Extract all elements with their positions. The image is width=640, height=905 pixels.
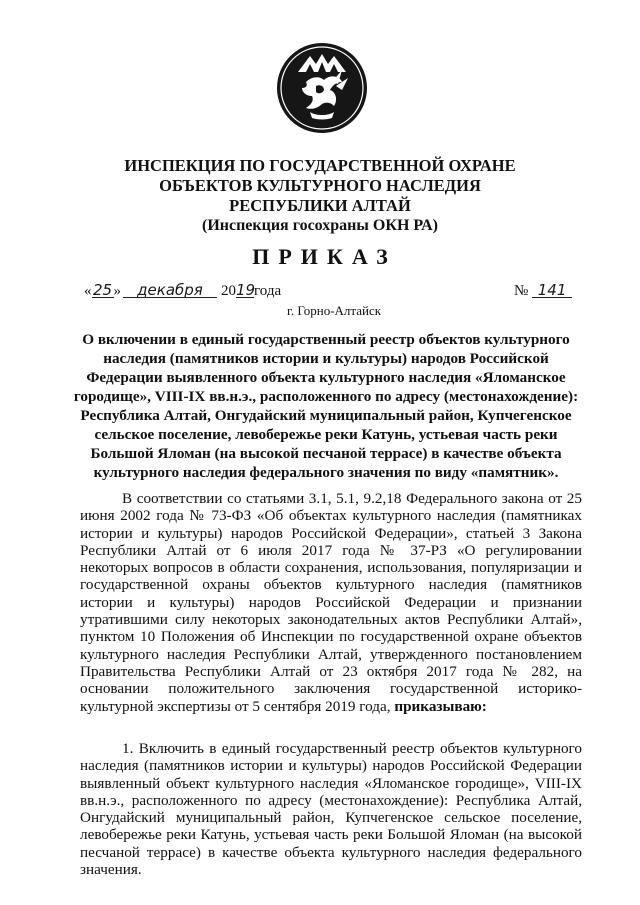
date-close-quote: »: [113, 283, 121, 299]
clause-line: 1. Включить в единый государственный реестр объектов культурного: [122, 740, 582, 757]
order-directive: приказываю:: [394, 697, 487, 715]
date-month: декабря: [123, 283, 217, 298]
clause-line: значения.: [80, 861, 142, 879]
date-open-quote: «: [84, 283, 92, 299]
org-abbreviation: (Инспекция госохраны ОКН РА): [201, 217, 438, 234]
preamble-line: Республики Алтай от 6 июля 2017 года № 37-РЗ «О регулировании: [80, 541, 582, 559]
clause-line: песчаной террасе) в качестве объекта культурного наследия федерального: [80, 843, 582, 861]
date-day: 25: [92, 281, 113, 299]
clause-line: Онгудайский муниципальный район, Купчегенское сельское поселение,: [80, 809, 582, 827]
preamble-line: В соответствии со статьями 3.1, 5.1, 9.2,18 Федерального закона от 25: [122, 490, 582, 507]
preamble-line: Правительства Республики Алтай от 23 октября 2017 года № 282, на: [80, 662, 582, 680]
preamble-line: основании положительного заключения государственной историко-: [80, 680, 582, 698]
subject-line: городище», VIII-IX вв.н.э., расположенного по адресу (местонахождение):: [73, 388, 579, 405]
org-name-line-1: ИНСПЕКЦИЯ ПО ГОСУДАРСТВЕННОЙ ОХРАНЕ: [124, 156, 516, 175]
clause-line: наследия (памятников истории и культуры) народов Российской Федерации: [80, 757, 582, 775]
organization-header: [0, 156, 640, 236]
preamble-line: истории и культуры) народов Российской Федерации», статьей 3 Закона: [80, 524, 582, 542]
subject-line: сельское поселение, левобережье реки Катунь, устьевая часть реки: [94, 426, 558, 443]
preamble-line: пунктом 10 Положения об Инспекции по государственной охране объектов: [80, 628, 582, 646]
order-title: ПРИКАЗ: [252, 244, 397, 269]
order-subject: [70, 330, 582, 482]
preamble-paragraph: [80, 490, 582, 715]
subject-line: наследия (памятников истории и культуры) народов Российской: [103, 350, 549, 367]
date-year-suffix: 19: [236, 281, 256, 299]
subject-line: Федерации выявленного объекта культурного наследия «Яломанское: [86, 369, 566, 386]
subject-line: культурного наследия федерального значения по виду «памятник».: [93, 464, 559, 481]
preamble-line: государственной охраны объектов культурного наследия (памятников: [80, 576, 582, 594]
clause-1-paragraph: [80, 740, 582, 878]
order-number: [514, 283, 572, 300]
clause-line: левобережье реки Катунь, устьевая часть реки Большой Яломан (на высокой: [80, 826, 582, 844]
order-date: [84, 283, 281, 300]
org-name-line-3: РЕСПУБЛИКИ АЛТАЙ: [229, 196, 411, 215]
preamble-last-text: культурной экспертизы от 5 сентября 2019 года,: [80, 697, 391, 715]
org-name-line-2: ОБЪЕКТОВ КУЛЬТУРНОГО НАСЛЕДИЯ: [159, 176, 481, 195]
subject-line: Республика Алтай, Онгудайский муниципальный район, Купчегенское: [80, 407, 572, 424]
date-year-word: года: [254, 283, 282, 299]
clause-line: выявленный объект культурного наследия «Яломанское городище», VIII-IX: [80, 774, 582, 792]
preamble-line: некоторых вопросов в области сохранения, использования, популяризации и: [80, 559, 582, 577]
altai-republic-emblem-icon: [276, 42, 368, 134]
subject-line: Большой Яломан (на высокой песчаной террасе) в качестве объекта: [90, 445, 562, 462]
clause-line: вв.н.э., расположенного по адресу (местонахождение): Республика Алтай,: [80, 791, 582, 809]
date-year-prefix: 20: [221, 283, 236, 299]
preamble-line: культурного наследия Республики Алтай, утвержденного постановлением: [80, 645, 582, 663]
preamble-line: июня 2002 года № 73-ФЗ «Об объектах культурного наследия (памятниках: [80, 507, 582, 525]
order-number-label: №: [514, 283, 529, 299]
order-number-value: 141: [532, 283, 572, 298]
preamble-line: утратившими силу некоторых законодательных актов Республики Алтай»,: [80, 611, 582, 629]
preamble-line: истории и культуры) народов Российской Федерации и признании: [80, 593, 582, 611]
order-city: г. Горно-Алтайск: [287, 303, 382, 318]
preamble-last-line: [80, 698, 582, 715]
subject-line: О включении в единый государственный реестр объектов культурного: [82, 331, 570, 348]
